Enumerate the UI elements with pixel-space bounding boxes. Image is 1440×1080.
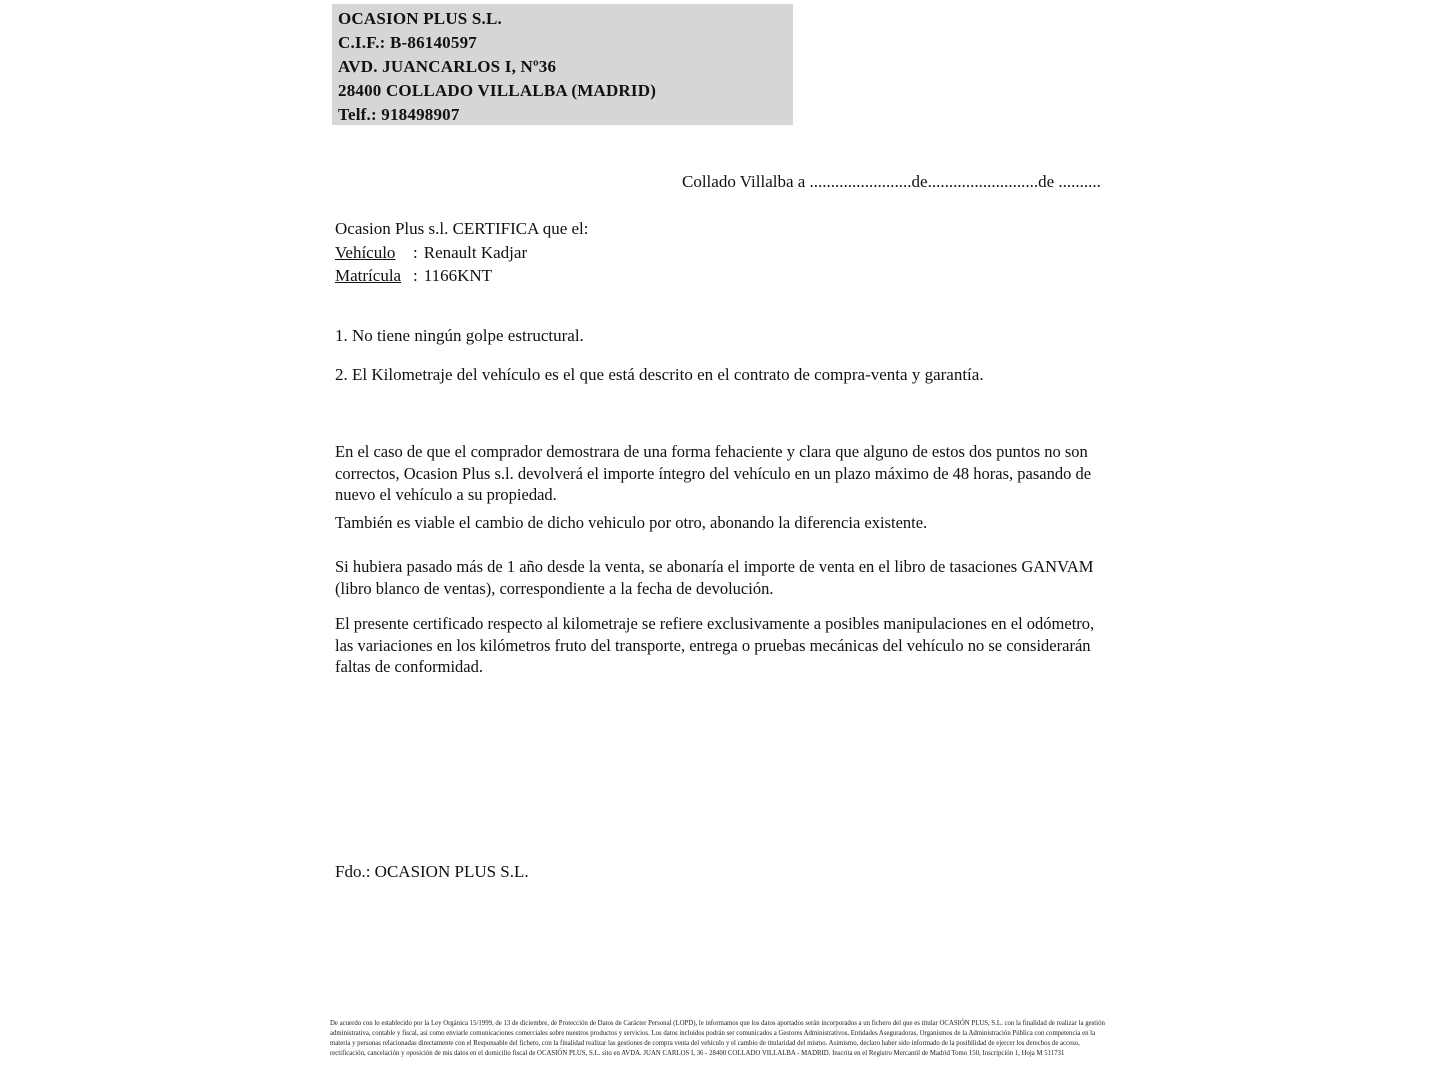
legal-paragraph-lopd: De acuerdo con lo establecido por la Ley Orgánica 15/1999, de 13 de diciembre, de Protección de Datos de Carácter Personal (LOPD), le informamos que los datos aportados serán incorporados a un fichero del que es titular OCASIÓN PLUS, S.L. con la finalidad de realizar la gestión administrativa, contable y fiscal, así como enviarle comunicaciones comerciales sobre nuestros productos y servicios. xyxy=(330,1020,1105,1037)
company-address-city: 28400 COLLADO VILLALBA (MADRID) xyxy=(338,81,657,100)
vehicle-field xyxy=(335,241,589,264)
legal-footer xyxy=(330,1019,1108,1059)
plate-label: Matrícula xyxy=(335,266,402,285)
plate-field xyxy=(335,264,589,287)
company-address-street: AVD. JUANCARLOS I, Nº36 xyxy=(338,57,557,76)
legal-paragraph-data-sharing: Los datos incluidos podrán ser comunicados a Gestores Administrativos, Entidades Aseguradoras, Organismos de la Administración Pública con competencia en la materia y personas relacionadas directamente con el Responsable del fichero, con la finalidad realizar las gestiones de compra venta del vehículo y el cambio de titularidad del mismo. xyxy=(330,1030,1096,1047)
paragraph-refund: En el caso de que el comprador demostrara de una forma fehaciente y clara que alguno de estos dos puntos no son correctos, Ocasion Plus s.l. devolverá el importe íntegro del vehículo en un plazo máximo de 48 horas, pasando de nuevo el vehículo a su propiedad. xyxy=(335,442,1092,504)
company-phone: Telf.: 918498907 xyxy=(338,105,460,124)
company-name: OCASION PLUS S.L. xyxy=(338,9,502,28)
certification-block xyxy=(335,217,589,287)
vehicle-value: Renault Kadjar xyxy=(423,243,528,262)
paragraph-ganvam: Si hubiera pasado más de 1 año desde la venta, se abonaría el importe de venta en el libro de tasaciones GANVAM (libro blanco de ventas), correspondiente a la fecha de devolución. xyxy=(335,557,1094,598)
plate-value: 1166KNT xyxy=(423,266,493,285)
company-cif: C.I.F.: B-86140597 xyxy=(338,33,477,52)
vehicle-label: Vehículo xyxy=(335,243,396,262)
certify-intro: Ocasion Plus s.l. CERTIFICA que el: xyxy=(335,219,589,238)
legal-paragraph-rights: Asimismo, declaro haber sido informado de la posibilidad de ejercer los derechos de acceso, rectificación, cancelación y oposición de mis datos en el domicilio fiscal de OCASIÓN PLUS, S.L. sito en AVDA. JUAN CARLOS I, 36 - 28400 COLLADO VILLALBA - MADRID. Inscrita en el Registro Mercantil de Madrid Tomo 150, Inscripción 1, Hoja M 511731 xyxy=(330,1040,1080,1057)
point-1: 1. No tiene ningún golpe estructural. xyxy=(335,326,584,345)
date-line: Collado Villalba a ........................de..........................de .......... xyxy=(682,172,1101,191)
company-header-box xyxy=(332,4,793,125)
vehicle-separator: : xyxy=(413,243,418,262)
signature-line: Fdo.: OCASION PLUS S.L. xyxy=(335,862,529,881)
plate-separator: : xyxy=(413,266,418,285)
paragraph-odometer: El presente certificado respecto al kilometraje se refiere exclusivamente a posibles manipulaciones en el odómetro, las variaciones en los kilómetros fruto del transporte, entrega o pruebas mecánicas del vehículo no se considerarán faltas de conformidad. xyxy=(335,614,1095,676)
point-2: 2. El Kilometraje del vehículo es el que está descrito en el contrato de compra-venta y garantía. xyxy=(335,365,984,384)
paragraph-exchange: También es viable el cambio de dicho vehiculo por otro, abonando la diferencia existente. xyxy=(335,513,928,532)
